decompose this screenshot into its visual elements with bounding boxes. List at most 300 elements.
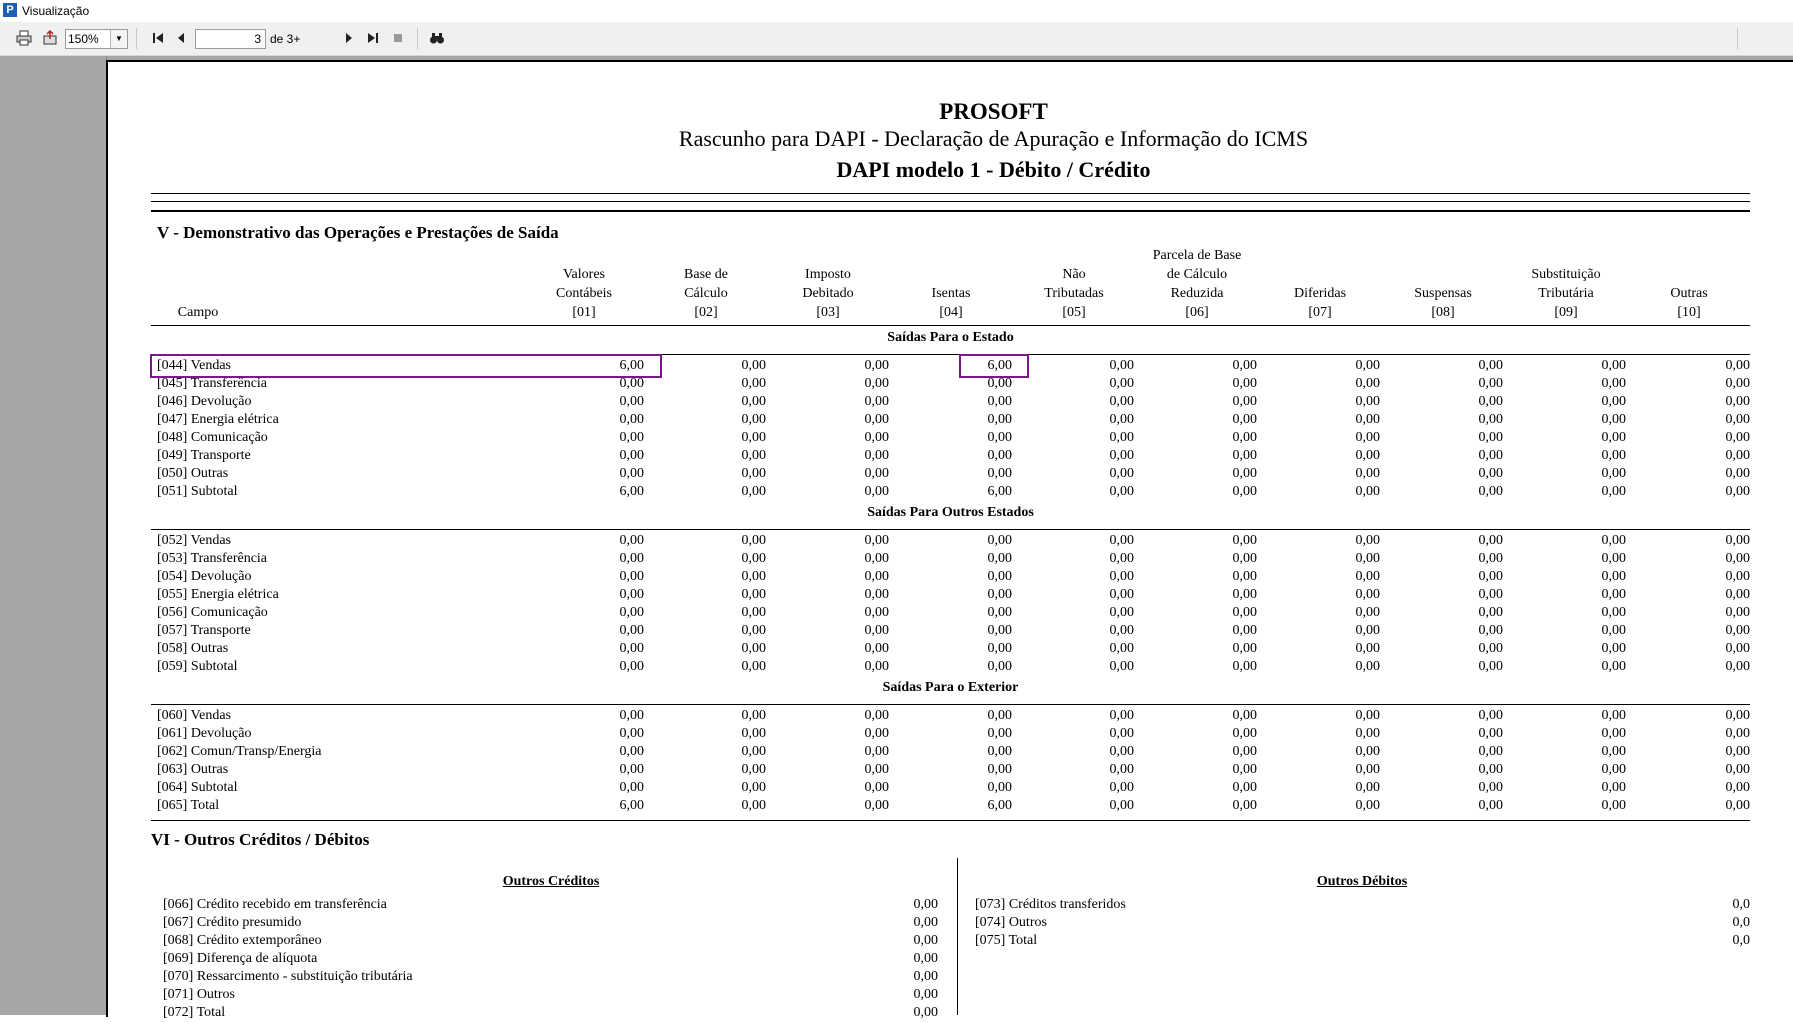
cell-value: 0,00 [1601, 569, 1626, 584]
cell-value: 0,00 [1478, 587, 1503, 602]
cell-value: 0,00 [741, 358, 766, 373]
cell-value: 0,00 [1601, 412, 1626, 427]
cell-value: 0,00 [619, 430, 644, 445]
cell-value: 0,00 [987, 448, 1012, 463]
row-label: [062] Comun/Transp/Energia [157, 744, 322, 759]
list-item [163, 951, 938, 969]
cell-value: 0,00 [619, 762, 644, 777]
cell-value: 0,00 [619, 780, 644, 795]
table-row [151, 448, 1750, 466]
cell-value: 0,00 [1478, 448, 1503, 463]
row-label: [045] Transferência [157, 376, 268, 391]
cell-value: 0,00 [1725, 744, 1750, 759]
cell-value: 0,00 [741, 551, 766, 566]
cell-value: 0,00 [987, 641, 1012, 656]
toolbar-separator [417, 28, 418, 49]
chevron-down-icon[interactable]: ▼ [110, 30, 127, 48]
list-item [975, 897, 1750, 915]
cell-value: 0,00 [1725, 762, 1750, 777]
cell-value: 0,00 [741, 726, 766, 741]
column-header: Suspensas [08] [1414, 286, 1472, 320]
cell-value: 0,00 [1478, 708, 1503, 723]
cell-value: 0,00 [741, 798, 766, 813]
previous-page-icon[interactable] [171, 28, 191, 48]
table-row [151, 744, 1750, 762]
row-label: [047] Energia elétrica [157, 412, 279, 427]
cell-value: 0,00 [1725, 798, 1750, 813]
cell-value: 0,00 [987, 587, 1012, 602]
table-row [151, 466, 1750, 484]
cell-value: 0,00 [1478, 412, 1503, 427]
divider [151, 201, 1750, 202]
cell-value: 0,00 [1725, 780, 1750, 795]
search-icon[interactable] [427, 28, 447, 48]
cell-value: 0,00 [1725, 484, 1750, 499]
cell-value: 0,00 [1232, 708, 1257, 723]
cell-value: 0,00 [1601, 744, 1626, 759]
group-title: Saídas Para o Exterior [882, 680, 1019, 695]
cell-value: 0,00 [1109, 484, 1134, 499]
cell-value: 0,00 [1725, 358, 1750, 373]
cell-value: 0,00 [1355, 484, 1380, 499]
table-row [151, 780, 1750, 798]
cell-value: 0,00 [864, 358, 889, 373]
cell-value: 0,00 [987, 659, 1012, 674]
cell-value: 0,00 [741, 623, 766, 638]
item-label: [068] Crédito extemporâneo [163, 933, 322, 948]
row-label: [044] Vendas [157, 358, 232, 373]
stop-icon[interactable] [388, 28, 408, 48]
cell-value: 0,00 [1232, 358, 1257, 373]
cell-value: 0,00 [741, 744, 766, 759]
cell-value: 0,00 [1601, 551, 1626, 566]
item-label: [074] Outros [975, 915, 1047, 930]
cell-value: 0,00 [1725, 659, 1750, 674]
cell-value: 0,00 [1601, 484, 1626, 499]
group-title: Saídas Para o Estado [887, 330, 1014, 345]
table-row [151, 484, 1750, 502]
print-icon[interactable] [14, 28, 34, 48]
cell-value: 0,00 [864, 376, 889, 391]
cell-value: 0,00 [864, 394, 889, 409]
cell-value: 0,00 [864, 466, 889, 481]
cell-value: 0,00 [1232, 744, 1257, 759]
row-label: [051] Subtotal [157, 484, 238, 499]
item-label: [066] Crédito recebido em transferência [163, 897, 387, 912]
column-divider [957, 858, 958, 1015]
table-row [151, 394, 1750, 412]
cell-value: 0,00 [1232, 587, 1257, 602]
table-row [151, 412, 1750, 430]
cell-value: 0,00 [1478, 659, 1503, 674]
page-count: de 3+ [270, 32, 301, 46]
cell-value: 6,00 [987, 798, 1012, 813]
column-header: Base de Cálculo [02] [684, 267, 728, 320]
cell-value: 0,00 [987, 780, 1012, 795]
column-header: Valores Contábeis [01] [556, 267, 612, 320]
window-titlebar [0, 0, 1793, 22]
column-header: Diferidas [07] [1293, 286, 1347, 320]
cell-value: 0,00 [1109, 551, 1134, 566]
cell-value: 0,00 [1232, 569, 1257, 584]
report-model: DAPI modelo 1 - Débito / Crédito [836, 157, 1151, 182]
list-item [163, 969, 938, 987]
cell-value: 0,00 [1355, 780, 1380, 795]
cell-value: 0,00 [619, 376, 644, 391]
group-title: Saídas Para Outros Estados [867, 505, 1034, 520]
cell-value: 0,00 [987, 376, 1012, 391]
cell-value: 0,00 [741, 641, 766, 656]
row-label: [058] Outras [157, 641, 229, 656]
cell-value: 0,00 [741, 708, 766, 723]
cell-value: 0,00 [1355, 358, 1380, 373]
table-row [151, 533, 1750, 551]
cell-value: 0,00 [1601, 708, 1626, 723]
first-page-icon[interactable] [148, 28, 168, 48]
cell-value: 0,00 [1725, 587, 1750, 602]
page-number: 3 [254, 32, 261, 46]
table-row [151, 798, 1750, 816]
divider [151, 325, 1750, 326]
cell-value: 0,00 [1725, 533, 1750, 548]
cell-value: 0,00 [741, 412, 766, 427]
cell-value: 0,00 [1601, 533, 1626, 548]
cell-value: 0,00 [1725, 430, 1750, 445]
cell-value: 0,00 [1355, 376, 1380, 391]
cell-value: 0,00 [1601, 762, 1626, 777]
cell-value: 0,00 [1109, 623, 1134, 638]
cell-value: 0,00 [864, 551, 889, 566]
campo-header: Campo [177, 305, 219, 320]
cell-value: 0,00 [1601, 466, 1626, 481]
cell-value: 0,00 [1478, 798, 1503, 813]
cell-value: 0,00 [741, 780, 766, 795]
cell-value: 0,00 [1725, 376, 1750, 391]
section-vi-title: VI - Outros Créditos / Débitos [151, 830, 370, 849]
last-page-icon[interactable] [363, 28, 383, 48]
cell-value: 6,00 [987, 358, 1012, 373]
cell-value: 0,00 [619, 533, 644, 548]
cell-value: 0,00 [1232, 762, 1257, 777]
cell-value: 0,00 [1109, 726, 1134, 741]
cell-value: 0,00 [619, 623, 644, 638]
cell-value: 6,00 [619, 358, 644, 373]
cell-value: 0,00 [1478, 780, 1503, 795]
cell-value: 0,00 [1232, 659, 1257, 674]
cell-value: 0,00 [987, 726, 1012, 741]
cell-value: 0,00 [1355, 394, 1380, 409]
table-row [151, 726, 1750, 744]
divider [151, 704, 1750, 705]
cell-value: 0,00 [741, 448, 766, 463]
list-item [163, 987, 938, 1005]
cell-value: 0,00 [1478, 762, 1503, 777]
item-value: 0,00 [913, 951, 938, 966]
cell-value: 0,00 [1355, 412, 1380, 427]
row-label: [059] Subtotal [157, 659, 238, 674]
item-value: 0,00 [913, 897, 938, 912]
cell-value: 0,00 [741, 466, 766, 481]
cell-value: 0,00 [1725, 623, 1750, 638]
cell-value: 0,00 [1232, 780, 1257, 795]
cell-value: 0,00 [864, 623, 889, 638]
cell-value: 0,00 [987, 551, 1012, 566]
item-value: 0,0 [1732, 915, 1750, 930]
cell-value: 0,00 [1355, 605, 1380, 620]
cell-value: 0,00 [741, 376, 766, 391]
cell-value: 0,00 [1109, 798, 1134, 813]
row-label: [063] Outras [157, 762, 229, 777]
divider [151, 193, 1750, 194]
row-label: [050] Outras [157, 466, 229, 481]
cell-value: 0,00 [1478, 394, 1503, 409]
cell-value: 0,00 [1725, 605, 1750, 620]
cell-value: 0,00 [1725, 641, 1750, 656]
cell-value: 0,00 [1478, 623, 1503, 638]
cell-value: 0,00 [1232, 726, 1257, 741]
viewer-background [0, 56, 107, 1015]
zoom-select[interactable] [65, 29, 128, 49]
cell-value: 0,00 [1478, 551, 1503, 566]
item-value: 0,0 [1732, 933, 1750, 948]
cell-value: 0,00 [1355, 466, 1380, 481]
cell-value: 0,00 [741, 533, 766, 548]
cell-value: 0,00 [1232, 376, 1257, 391]
cell-value: 0,00 [1601, 780, 1626, 795]
table-row [151, 569, 1750, 587]
cell-value: 0,00 [1601, 605, 1626, 620]
cell-value: 0,00 [864, 448, 889, 463]
cell-value: 0,00 [741, 430, 766, 445]
zoom-value: 150% [68, 32, 99, 46]
cell-value: 0,00 [1109, 448, 1134, 463]
cell-value: 0,00 [1725, 708, 1750, 723]
cell-value: 0,00 [741, 587, 766, 602]
item-value: 0,00 [913, 933, 938, 948]
list-item [163, 933, 938, 951]
cell-value: 0,00 [1355, 587, 1380, 602]
outros-debitos-title: Outros Débitos [1316, 874, 1408, 889]
cell-value: 0,00 [1232, 551, 1257, 566]
cell-value: 0,00 [864, 708, 889, 723]
cell-value: 0,00 [864, 430, 889, 445]
cell-value: 0,00 [987, 569, 1012, 584]
row-label: [061] Devolução [157, 726, 252, 741]
cell-value: 0,00 [619, 412, 644, 427]
divider [151, 210, 1750, 212]
cell-value: 0,00 [619, 744, 644, 759]
toolbar-separator [136, 28, 137, 49]
cell-value: 0,00 [741, 762, 766, 777]
cell-value: 0,00 [864, 659, 889, 674]
column-header: Imposto Debitado [03] [802, 267, 854, 320]
list-item [975, 933, 1750, 951]
cell-value: 0,00 [864, 569, 889, 584]
item-value: 0,00 [913, 969, 938, 984]
toolbar [0, 22, 1793, 56]
item-label: [072] Total [163, 1005, 226, 1020]
cell-value: 0,00 [864, 484, 889, 499]
row-label: [060] Vendas [157, 708, 232, 723]
divider [151, 529, 1750, 530]
export-icon[interactable] [40, 28, 60, 48]
cell-value: 0,00 [1109, 533, 1134, 548]
cell-value: 0,00 [1478, 605, 1503, 620]
cell-value: 0,00 [1601, 376, 1626, 391]
cell-value: 0,00 [864, 780, 889, 795]
cell-value: 0,00 [1478, 376, 1503, 391]
cell-value: 0,00 [1725, 394, 1750, 409]
cell-value: 0,00 [864, 605, 889, 620]
cell-value: 0,00 [619, 587, 644, 602]
cell-value: 0,00 [1355, 641, 1380, 656]
item-value: 0,00 [913, 915, 938, 930]
cell-value: 0,00 [1601, 623, 1626, 638]
row-label: [056] Comunicação [157, 605, 268, 620]
cell-value: 0,00 [1478, 726, 1503, 741]
cell-value: 0,00 [1232, 484, 1257, 499]
cell-value: 0,00 [1355, 569, 1380, 584]
cell-value: 0,00 [1109, 605, 1134, 620]
item-label: [069] Diferença de alíquota [163, 951, 318, 966]
row-label: [046] Devolução [157, 394, 252, 409]
cell-value: 0,00 [1478, 641, 1503, 656]
table-row [151, 641, 1750, 659]
cell-value: 0,00 [1725, 551, 1750, 566]
cell-value: 0,00 [1109, 587, 1134, 602]
cell-value: 0,00 [1109, 466, 1134, 481]
cell-value: 0,00 [1232, 623, 1257, 638]
outros-creditos-title: Outros Créditos [502, 874, 600, 889]
cell-value: 0,00 [864, 798, 889, 813]
cell-value: 0,00 [741, 394, 766, 409]
cell-value: 0,00 [1232, 798, 1257, 813]
cell-value: 0,00 [987, 412, 1012, 427]
column-header: Parcela de Base de Cálculo Reduzida [06] [1152, 248, 1242, 320]
cell-value: 0,00 [1355, 762, 1380, 777]
row-label: [054] Devolução [157, 569, 252, 584]
cell-value: 0,00 [1232, 412, 1257, 427]
cell-value: 0,00 [1232, 448, 1257, 463]
item-value: 0,00 [913, 987, 938, 1002]
app-icon: P [3, 3, 17, 17]
cell-value: 0,00 [987, 762, 1012, 777]
cell-value: 0,00 [1355, 659, 1380, 674]
cell-value: 0,00 [1601, 394, 1626, 409]
cell-value: 0,00 [1109, 412, 1134, 427]
cell-value: 0,00 [1355, 744, 1380, 759]
cell-value: 0,00 [1109, 780, 1134, 795]
table-row [151, 430, 1750, 448]
cell-value: 0,00 [1478, 484, 1503, 499]
item-value: 0,0 [1732, 897, 1750, 912]
table-row [151, 376, 1750, 394]
cell-value: 0,00 [1109, 708, 1134, 723]
cell-value: 6,00 [987, 484, 1012, 499]
cell-value: 0,00 [619, 659, 644, 674]
report-subtitle: Rascunho para DAPI - Declaração de Apuração e Informação do ICMS [678, 126, 1309, 151]
cell-value: 0,00 [1601, 587, 1626, 602]
cell-value: 0,00 [987, 744, 1012, 759]
row-label: [065] Total [157, 798, 220, 813]
cell-value: 0,00 [741, 659, 766, 674]
item-label: [070] Ressarcimento - substituição tributária [163, 969, 413, 984]
cell-value: 0,00 [1478, 466, 1503, 481]
cell-value: 0,00 [987, 466, 1012, 481]
cell-value: 0,00 [1725, 448, 1750, 463]
cell-value: 0,00 [1725, 726, 1750, 741]
cell-value: 0,00 [1109, 430, 1134, 445]
cell-value: 0,00 [619, 466, 644, 481]
column-header: Não Tributadas [05] [1044, 267, 1104, 320]
divider [151, 820, 1750, 821]
next-page-icon[interactable] [339, 28, 359, 48]
page-number-input[interactable] [195, 29, 266, 49]
cell-value: 0,00 [1725, 466, 1750, 481]
cell-value: 0,00 [1355, 798, 1380, 813]
list-item [163, 915, 938, 933]
cell-value: 0,00 [864, 641, 889, 656]
cell-value: 0,00 [619, 569, 644, 584]
section-v-title: V - Demonstrativo das Operações e Prestações de Saída [157, 223, 559, 242]
row-label: [057] Transporte [157, 623, 251, 638]
cell-value: 0,00 [1109, 641, 1134, 656]
cell-value: 0,00 [1478, 533, 1503, 548]
item-label: [075] Total [975, 933, 1038, 948]
cell-value: 0,00 [1355, 551, 1380, 566]
table-row [151, 708, 1750, 726]
cell-value: 0,00 [1601, 798, 1626, 813]
cell-value: 0,00 [619, 641, 644, 656]
cell-value: 0,00 [987, 394, 1012, 409]
cell-value: 0,00 [1478, 430, 1503, 445]
highlight-box-isentas [959, 354, 1029, 378]
table-row [151, 659, 1750, 677]
row-label: [048] Comunicação [157, 430, 268, 445]
cell-value: 0,00 [1601, 448, 1626, 463]
cell-value: 0,00 [1601, 430, 1626, 445]
cell-value: 0,00 [864, 587, 889, 602]
cell-value: 0,00 [1478, 744, 1503, 759]
cell-value: 0,00 [1232, 641, 1257, 656]
toolbar-separator [1737, 28, 1738, 49]
cell-value: 0,00 [864, 533, 889, 548]
cell-value: 0,00 [1109, 358, 1134, 373]
item-value: 0,00 [913, 1005, 938, 1020]
cell-value: 0,00 [1355, 448, 1380, 463]
cell-value: 0,00 [1109, 762, 1134, 777]
list-item [975, 915, 1750, 933]
highlight-box-vendas [150, 354, 662, 378]
cell-value: 0,00 [864, 744, 889, 759]
column-header: Outras [10] [1670, 286, 1708, 320]
list-item [163, 897, 938, 915]
cell-value: 0,00 [1478, 569, 1503, 584]
cell-value: 0,00 [1478, 358, 1503, 373]
cell-value: 0,00 [1232, 533, 1257, 548]
cell-value: 0,00 [1725, 412, 1750, 427]
cell-value: 0,00 [741, 484, 766, 499]
cell-value: 0,00 [1232, 430, 1257, 445]
cell-value: 0,00 [1232, 605, 1257, 620]
list-item [163, 1005, 938, 1023]
cell-value: 6,00 [619, 484, 644, 499]
cell-value: 0,00 [1355, 533, 1380, 548]
item-label: [073] Créditos transferidos [975, 897, 1126, 912]
cell-value: 0,00 [864, 412, 889, 427]
cell-value: 0,00 [1601, 641, 1626, 656]
cell-value: 0,00 [619, 448, 644, 463]
